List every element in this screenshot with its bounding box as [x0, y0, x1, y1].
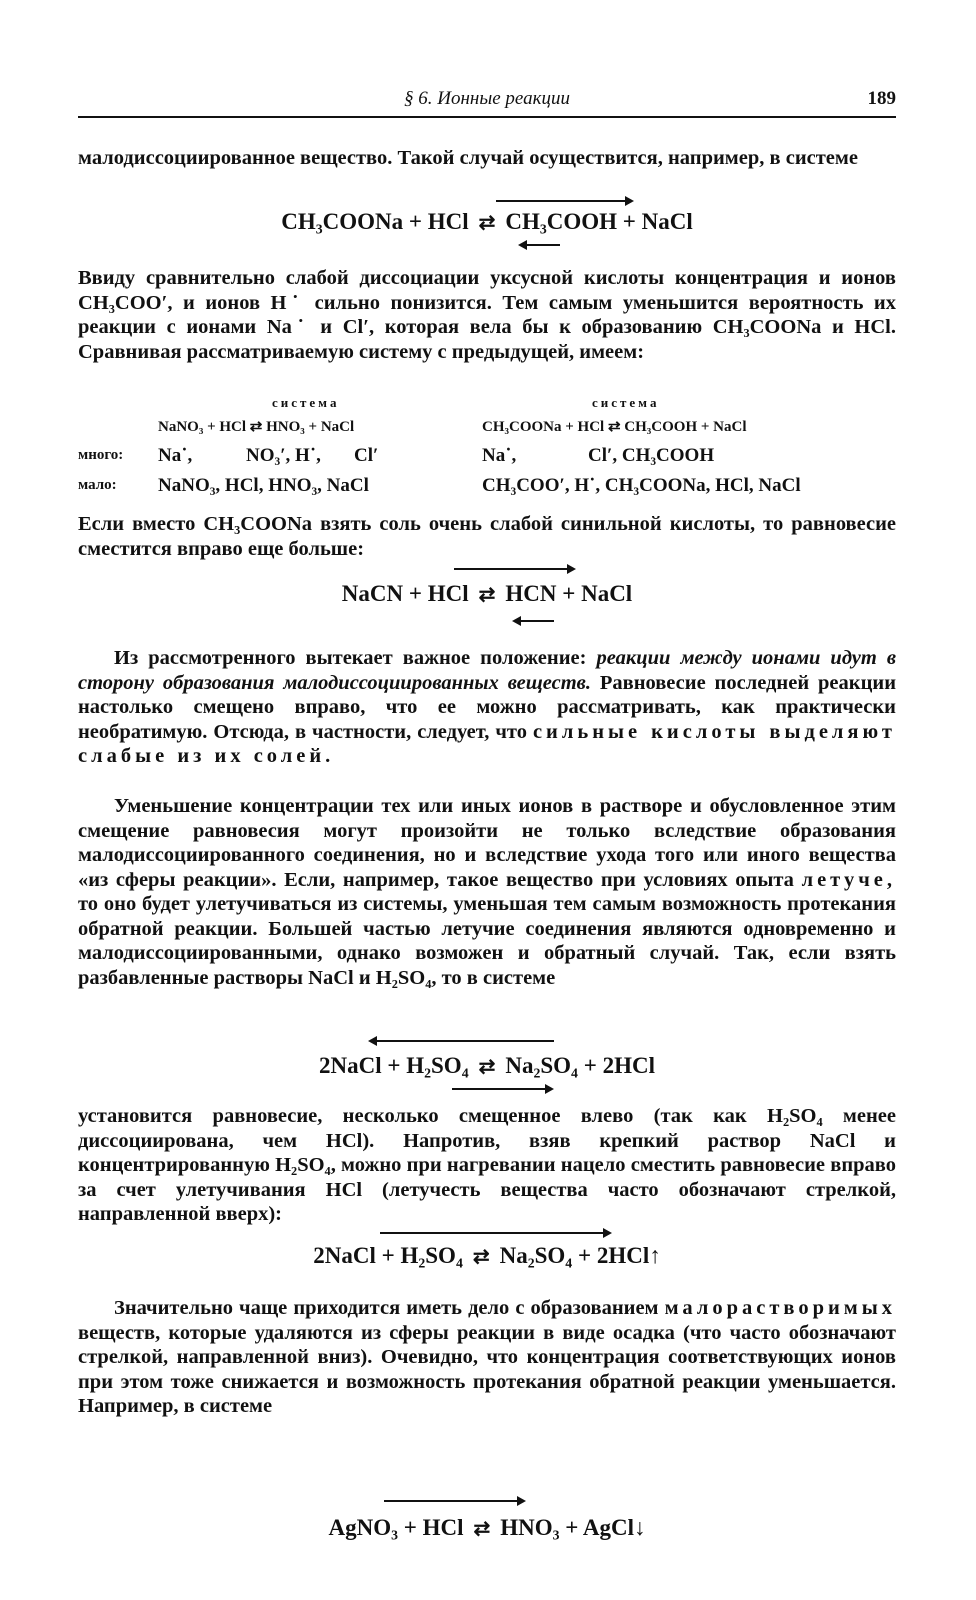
forward-arrow [496, 200, 632, 202]
emphasis-italic: реакции между ионами идут в сторону образования малодиссоциированных веществ. [78, 647, 896, 694]
paragraph-7: Значительно чаще приходится иметь дело с образованием малорастворимых веществ, которые удаляются из сферы реакции в виде осадка (что часто обозначают стрелкой, направленной вниз). Очевидно, что концентрация соответствующих ионов при этом тоже снижается и возможность протекания обратной реакции уменьшается. Например, в системе [78, 1297, 896, 1417]
backward-arrow [370, 1040, 554, 1042]
equilibrium-sign: ⇄ [478, 1056, 496, 1078]
equilibrium-sign: ⇄ [478, 584, 496, 606]
equation-left: CH₃COONa + HCl [281, 209, 469, 234]
row-label-few: мало: [78, 477, 117, 493]
paragraph-4: Из рассмотренного вытекает важное положение: реакции между ионами идут в сторону образования малодиссоциированных веществ. Равновесие последней реакции настолько смещено вправо, что ее можно рассматривать, как практически необратимую. Отсюда, в частности, следует, что сильные кислоты выделяют слабые из их солей. [78, 647, 897, 767]
equation-3 [78, 1040, 896, 1096]
equation-left: NaCN + HCl [341, 581, 469, 606]
equation-1 [78, 200, 896, 260]
paragraph-1: малодиссоциированное вещество. Такой случай осуществится, например, в системе [78, 147, 858, 169]
page-number: 189 [867, 88, 896, 109]
section-title: § 6. Ионные реакции [404, 88, 570, 109]
equation-4 [78, 1232, 896, 1282]
equilibrium-sign: ⇄ [473, 1518, 491, 1540]
equation-right: Na₂SO₄ + 2HCl [505, 1053, 655, 1078]
running-header [78, 88, 896, 114]
table-row-few: мало: NaNO₃, HCl, HNO₃, NaCl CH₃COO′, H˙, CH₃COONa, HCl, NaCl [78, 475, 801, 496]
row-label-many: много: [78, 447, 124, 463]
equation-right: CH₃COOH + NaCl [505, 209, 693, 234]
paragraph-6: установится равновесие, несколько смещенное влево (так как H₂SO₄ менее диссоциирована, чем HCl). Напротив, взяв крепкий раствор NaCl и концентрированную H₂SO₄, можно при нагревании нацело сместить равновесие вправо за счет улетучивания HCl (летучесть вещества часто обозначают стрелкой, направленной вверх): [78, 1105, 896, 1225]
table-col2-head: система [592, 395, 660, 410]
equation-right: Na₂SO₄ + 2HCl↑ [499, 1243, 661, 1268]
table-col1-head: система [272, 395, 340, 410]
table-col2-equation: CH₃COONa + HCl ⇄ CH₃COOH + NaCl [482, 419, 747, 435]
forward-arrow [452, 1088, 552, 1090]
paragraph-2: Ввиду сравнительно слабой диссоциации уксусной кислоты концентрация и ионов CH₃COO′, и ионов H˙ сильно понизится. Тем самым уменьшится вероятность их реакции с ионами Na˙ и Cl′, которая вела бы к образованию CH₃COONa и HCl. Сравнивая рассматриваемую систему с предыдущей, имеем: [78, 267, 896, 363]
header-rule [78, 116, 896, 118]
forward-arrow [454, 568, 574, 570]
paragraph-3: Если вместо CH₃COONa взять соль очень слабой синильной кислоты, то равновесие сместится вправо еще больше: [78, 513, 896, 560]
equation-left: AgNO₃ + HCl [328, 1515, 464, 1540]
equation-2 [78, 568, 896, 628]
equation-right: HNO₃ + AgCl↓ [500, 1515, 646, 1540]
equation-left: 2NaCl + H₂SO₄ [313, 1243, 463, 1268]
emphasis-spaced: летуче, [801, 868, 896, 891]
emphasis-spaced: малорастворимых [664, 1297, 896, 1319]
paragraph-5: Уменьшение концентрации тех или иных ионов в растворе и обусловленное этим смещение равновесия могут произойти не только вследствие образования малодиссоциированного соединения, но и вследствие ухода того или иного вещества «из сферы реакции». Если, например, такое вещество при условиях опыта летуче, то оно будет улетучиваться из системы, уменьшая тем самым возможность протекания обратной реакции. Большей частью летучие соединения являются одновременно и малодиссоциированными, однако возможен и обратный случай. Так, если взять разбавленные растворы NaCl и H₂SO₄, то в системе [78, 795, 896, 989]
table-row-many: много: Na˙, NO₃′, H˙, Cl′ Na˙, Cl′, CH₃COOH [78, 445, 715, 466]
equation-right: HCN + NaCl [505, 581, 633, 606]
equation-5 [78, 1500, 896, 1550]
backward-arrow [514, 620, 554, 622]
equilibrium-sign: ⇄ [478, 212, 496, 234]
forward-arrow [384, 1500, 524, 1502]
equilibrium-sign: ⇄ [472, 1246, 490, 1268]
table-col1-equation: NaNO₃ + HCl ⇄ HNO₃ + NaCl [158, 419, 355, 435]
equation-left: 2NaCl + H₂SO₄ [319, 1053, 469, 1078]
forward-arrow [380, 1232, 610, 1234]
emphasis-spaced: сильные кислоты выделяют слабые из их солей. [78, 720, 896, 767]
backward-arrow [520, 244, 560, 246]
